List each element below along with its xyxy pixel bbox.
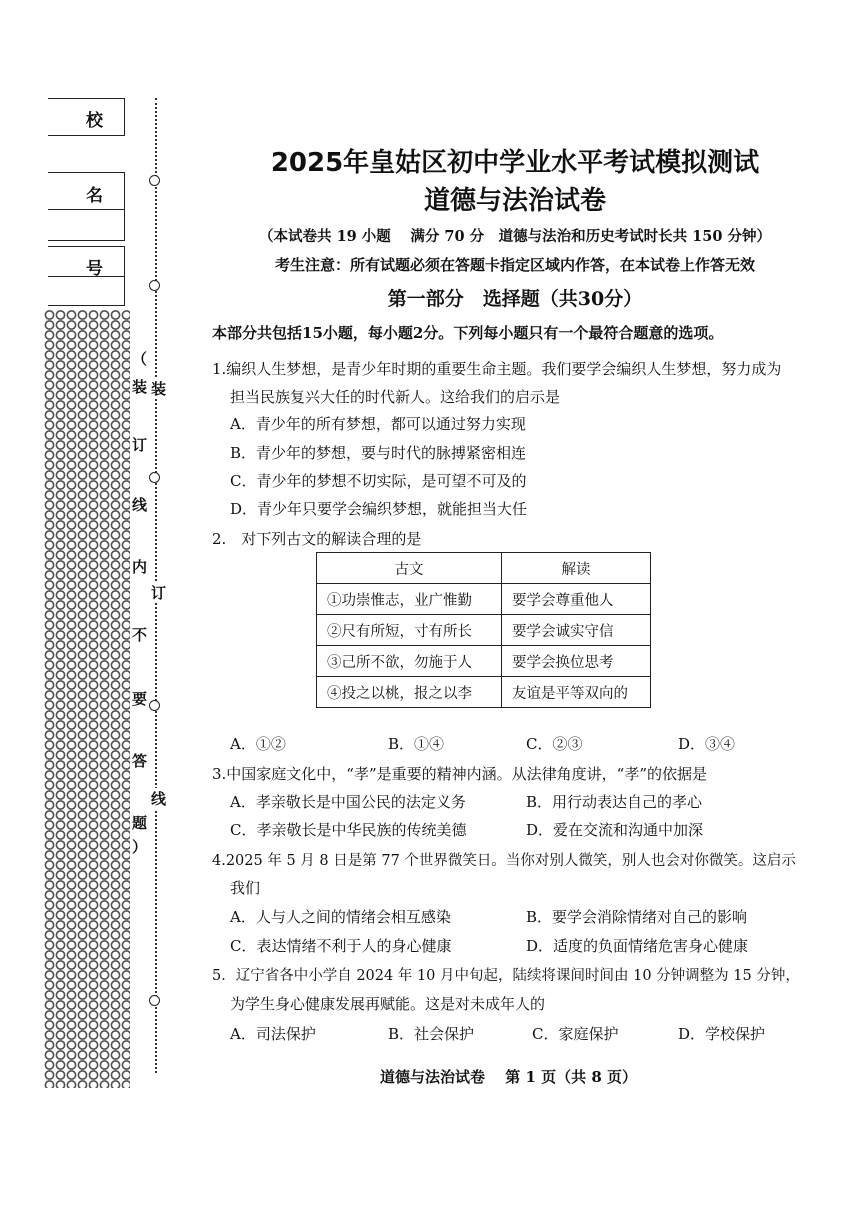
table-header-interpretation: 解读 bbox=[502, 553, 651, 584]
table-row bbox=[317, 615, 651, 646]
exam-info: （本试卷共 19 小题 满分 70 分 道德与法治和历史考试时长共 150 分钟） bbox=[259, 228, 771, 245]
q2-option-b: B．①④ bbox=[388, 735, 445, 753]
table-cell: 要学会诚实守信 bbox=[502, 615, 651, 646]
q5-stem-line2: 为学生身心健康发展再赋能。这是对未成年人的 bbox=[230, 995, 546, 1013]
binding-hole-5 bbox=[149, 995, 160, 1006]
table-row bbox=[317, 677, 651, 708]
table-cell: ①功崇惟志，业广惟勤 bbox=[317, 584, 502, 615]
q4-option-a: A．人与人之间的情绪会相互感染 bbox=[230, 908, 451, 926]
name-label: 名 bbox=[86, 186, 103, 206]
q3-option-a: A．孝亲敬长是中国公民的法定义务 bbox=[230, 793, 466, 811]
q2-table bbox=[316, 552, 651, 708]
q3-stem: 3.中国家庭文化中，“孝”是重要的精神内涵。从法律角度讲，“孝”的依据是 bbox=[212, 765, 707, 783]
q4-stem-line1: 4.2025 年 5 月 8 日是第 77 个世界微笑日。当你对别人微笑，别人也会对你微笑。这启示 bbox=[212, 853, 796, 869]
name-write-box bbox=[48, 208, 125, 241]
q2-stem: 2. 对下列古文的解读合理的是 bbox=[212, 530, 422, 548]
binding-warning-char: 订 bbox=[132, 436, 148, 454]
exam-notice: 考生注意：所有试题必须在答题卡指定区域内作答，在本试卷上作答无效 bbox=[274, 256, 755, 274]
q4-option-d: D．适度的负面情绪危害身心健康 bbox=[526, 937, 749, 955]
q2-option-d: D．③④ bbox=[678, 735, 736, 753]
q5-option-a: A．司法保护 bbox=[230, 1025, 316, 1043]
table-cell: ②尺有所短，寸有所长 bbox=[317, 615, 502, 646]
part1-instruction: 本部分共包括15小题，每小题2分。下列每小题只有一个最符合题意的选项。 bbox=[212, 324, 724, 342]
exam-title: 2025年皇姑区初中学业水平考试模拟测试 bbox=[270, 148, 760, 178]
q2-option-a: A．①② bbox=[230, 735, 286, 753]
binding-line-char: 订 bbox=[151, 584, 167, 602]
q3-option-b: B．用行动表达自己的孝心 bbox=[526, 793, 703, 811]
table-cell: 友谊是平等双向的 bbox=[502, 677, 651, 708]
q1-stem-line1: 1.编织人生梦想，是青少年时期的重要生命主题。我们要学会编织人生梦想，努力成为 bbox=[212, 360, 782, 378]
table-cell: 要学会换位思考 bbox=[502, 646, 651, 677]
binding-line-char: 装 bbox=[151, 380, 167, 398]
table-cell: 要学会尊重他人 bbox=[502, 584, 651, 615]
table-cell: ③己所不欲，勿施于人 bbox=[317, 646, 502, 677]
binding-warning-char: （ bbox=[132, 350, 148, 368]
q3-option-c: C．孝亲敬长是中华民族的传统美德 bbox=[230, 821, 467, 839]
exam-subject: 道德与法治试卷 bbox=[423, 186, 606, 216]
binding-warning-char: ） bbox=[132, 838, 148, 856]
q4-option-b: B．要学会消除情绪对自己的影响 bbox=[526, 908, 748, 926]
page-footer: 道德与法治试卷 第 1 页（共 8 页） bbox=[380, 1068, 637, 1086]
q5-option-b: B．社会保护 bbox=[388, 1025, 475, 1043]
table-cell: ④投之以桃，报之以李 bbox=[317, 677, 502, 708]
binding-warning-char: 线 bbox=[132, 496, 148, 514]
binding-hole-1 bbox=[149, 175, 160, 186]
table-row bbox=[317, 584, 651, 615]
number-divider bbox=[48, 276, 124, 277]
binding-line-char: 线 bbox=[151, 790, 167, 808]
binding-hole-4 bbox=[149, 700, 160, 711]
table-header-classic: 古文 bbox=[317, 553, 502, 584]
binding-hole-3 bbox=[149, 472, 160, 483]
q1-option-a: A．青少年的所有梦想，都可以通过努力实现 bbox=[230, 415, 526, 433]
binding-chain-pattern bbox=[44, 310, 130, 1088]
binding-hole-2 bbox=[149, 280, 160, 291]
q5-option-c: C．家庭保护 bbox=[532, 1025, 619, 1043]
school-label: 校 bbox=[86, 111, 103, 131]
q1-option-c: C．青少年的梦想不切实际，是可望不可及的 bbox=[230, 472, 527, 490]
table-row bbox=[317, 646, 651, 677]
binding-warning-char: 内 bbox=[132, 558, 148, 576]
part1-heading: 第一部分 选择题（共30分） bbox=[387, 288, 643, 310]
q4-option-c: C．表达情绪不利于人的身心健康 bbox=[230, 937, 452, 955]
q1-option-d: D．青少年只要学会编织梦想，就能担当大任 bbox=[230, 500, 528, 518]
q5-option-d: D．学校保护 bbox=[678, 1025, 766, 1043]
q1-option-b: B．青少年的梦想，要与时代的脉搏紧密相连 bbox=[230, 444, 527, 462]
q2-option-c: C．②③ bbox=[526, 735, 583, 753]
q3-option-d: D．爱在交流和沟通中加深 bbox=[526, 821, 704, 839]
binding-warning-char: 题 bbox=[132, 814, 148, 832]
binding-warning-char: 要 bbox=[132, 690, 148, 708]
binding-warning-char: 装 bbox=[132, 378, 148, 396]
binding-warning-char: 不 bbox=[132, 626, 148, 644]
q1-stem-line2: 担当民族复兴大任的时代新人。这给我们的启示是 bbox=[230, 388, 561, 406]
q4-stem-line2: 我们 bbox=[230, 879, 261, 897]
q5-stem-line1: 5．辽宁省各中小学自 2024 年 10 月中旬起，陆续将课间时间由 10 分钟调整为 15 分钟， bbox=[212, 968, 800, 984]
number-label: 号 bbox=[86, 259, 103, 279]
binding-warning-char: 答 bbox=[132, 752, 148, 770]
